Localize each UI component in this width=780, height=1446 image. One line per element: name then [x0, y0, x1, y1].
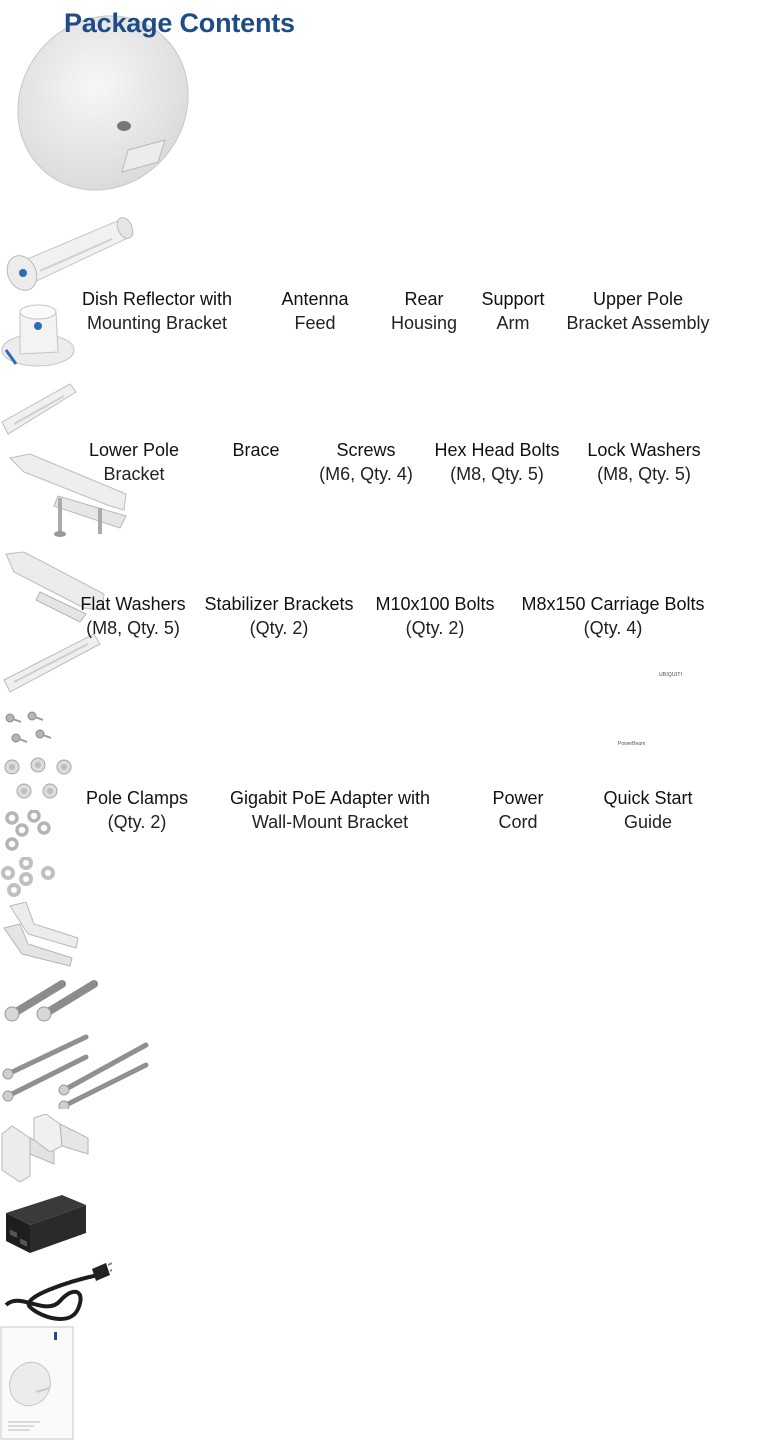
flat-washers-image	[0, 857, 62, 897]
lower-pole-bracket-sublabel: Bracket	[103, 464, 165, 484]
support-arm-image	[0, 380, 80, 445]
hex-head-bolts-sublabel: (M8, Qty. 5)	[450, 464, 544, 484]
guide-product-text: PowerBeam	[618, 741, 646, 747]
m10x100-bolts-label: M10x100 Bolts	[375, 594, 495, 614]
dish-reflector-label: Dish Reflector with	[81, 289, 233, 309]
pole-clamps-sublabel: (Qty. 2)	[107, 812, 167, 832]
brace-image	[0, 630, 105, 705]
upper-pole-bracket-label: Upper Pole	[592, 289, 684, 309]
stabilizer-brackets-label: Stabilizer Brackets	[204, 594, 354, 614]
rear-housing-sublabel: Housing	[390, 313, 458, 333]
screws-label: Screws	[336, 440, 396, 460]
brace-label: Brace	[232, 440, 280, 460]
pole-clamps-image	[0, 1114, 92, 1186]
screws-sublabel: (M6, Qty. 4)	[319, 464, 413, 484]
quick-start-guide-label: Quick Start	[603, 788, 693, 808]
quick-start-guide-sublabel: Guide	[623, 812, 673, 832]
hex-head-bolts-label: Hex Head Bolts	[434, 440, 560, 460]
rear-housing-label: Rear	[404, 289, 444, 309]
m8x150-carriage-bolts-sublabel: (Qty. 4)	[583, 618, 643, 638]
support-arm-sublabel: Arm	[496, 313, 530, 333]
lower-pole-bracket-label: Lower Pole	[88, 440, 180, 460]
poe-adapter-label: Gigabit PoE Adapter with	[229, 788, 431, 808]
antenna-feed-label: Antenna	[281, 289, 349, 309]
screws-image	[0, 710, 55, 750]
power-cord-sublabel: Cord	[498, 812, 538, 832]
stabilizer-brackets-sublabel: (Qty. 2)	[249, 618, 309, 638]
hex-head-bolts-image	[0, 755, 80, 805]
quick-start-guide-image	[0, 1326, 75, 1441]
flat-washers-sublabel: (M8, Qty. 5)	[86, 618, 180, 638]
lock-washers-sublabel: (M8, Qty. 5)	[597, 464, 691, 484]
guide-brand-text: UBIQUITI	[659, 672, 683, 678]
support-arm-label: Support	[481, 289, 545, 309]
pole-clamps-label: Pole Clamps	[85, 788, 189, 808]
m8x150-carriage-bolts-image	[0, 1029, 160, 1109]
power-cord-image	[0, 1261, 112, 1321]
upper-pole-bracket-sublabel: Bracket Assembly	[566, 313, 710, 333]
flat-washers-label: Flat Washers	[80, 594, 186, 614]
antenna-feed-image	[0, 205, 140, 295]
power-cord-label: Power	[492, 788, 544, 808]
rear-housing-image	[0, 300, 80, 375]
antenna-feed-sublabel: Feed	[294, 313, 336, 333]
m10x100-bolts-image	[0, 972, 100, 1024]
poe-adapter-image	[0, 1191, 90, 1256]
lock-washers-label: Lock Washers	[587, 440, 701, 460]
page-title: Package Contents	[64, 8, 295, 38]
poe-adapter-sublabel: Wall-Mount Bracket	[251, 812, 409, 832]
m10x100-bolts-sublabel: (Qty. 2)	[405, 618, 465, 638]
m8x150-carriage-bolts-label: M8x150 Carriage Bolts	[521, 594, 705, 614]
stabilizer-brackets-image	[0, 902, 90, 967]
dish-reflector-sublabel: Mounting Bracket	[86, 313, 228, 333]
